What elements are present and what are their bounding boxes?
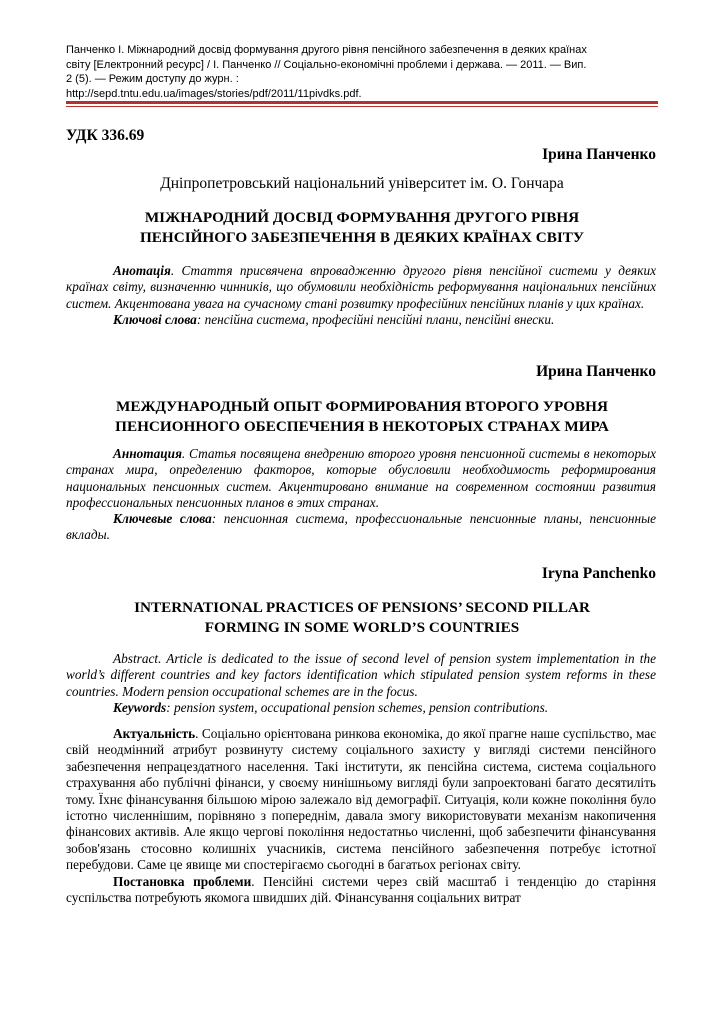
author-name-ua: Ірина Панченко	[542, 146, 656, 163]
citation-line: Панченко І. Міжнародний досвід формування другого рівня пенсійного забезпечення в деяких країнах	[66, 44, 587, 56]
title-line: МІЖНАРОДНИЙ ДОСВІД ФОРМУВАННЯ ДРУГОГО РІВНЯ	[144, 209, 580, 226]
section-label: Актуальність	[113, 726, 196, 741]
abstract-text: . Статья посвящена внедрению второго уровня пенсионной системы в некоторых странах мира, определению факторов, которые обусловили необходимость реформирования национальных пенсионных систем. Акцентировано внимание на современном состоянии развития профессиональных пенсионных планов в этих странах.	[66, 446, 656, 510]
abstract-text: . Стаття присвячена впровадженню другого рівня пенсійної системи у деяких країнах світу, визначенню чинників, що обумовили необхідність реформування національних пенсійних систем. Акцентована увага на сучасному стані розвитку професійних пенсійних планів у цих країнах.	[66, 263, 656, 311]
title-line: INTERNATIONAL PRACTICES OF PENSIONS’ SECOND PILLAR	[134, 599, 590, 616]
body-paragraph	[66, 874, 656, 907]
affiliation: Дніпропетровський національний університет ім. О. Гончара	[160, 175, 564, 192]
keywords-label: Keywords	[113, 699, 167, 715]
abstract-ua	[66, 263, 656, 328]
author-name-en: Iryna Panchenko	[541, 565, 656, 582]
title-line: FORMING IN SOME WORLD’S COUNTRIES	[204, 619, 520, 636]
keywords-label: Ключові слова	[113, 311, 197, 327]
title-line: ПЕНСИОННОГО ОБЕСПЕЧЕНИЯ В НЕКОТОРЫХ СТРАНАХ МИРА	[115, 418, 609, 435]
article-body	[66, 726, 656, 906]
citation-header	[66, 43, 658, 101]
keywords-label: Ключевые слова	[113, 511, 212, 527]
citation-line: 2 (5). — Режим доступу до журн. :	[66, 73, 239, 86]
abstract-text: . Article is dedicated to the issue of second level of pension system implementation in the world’s different countries and key factors identification which stipulated pension system reforms in these countries. Modern pension occupational schemes are in the focus.	[66, 651, 656, 699]
citation-line: світу [Електронний ресурс] / І. Панченко // Соціально-економічні проблеми і держава. — 2011. — Вип.	[66, 58, 587, 71]
abstract-en	[66, 651, 656, 716]
abstract-label: Аннотация	[113, 446, 182, 461]
paragraph-text: . Пенсійні системи через свій масштаб і тенденцію до старіння суспільства потребують якомога швидших дій. Фінансування соціальних витрат	[66, 873, 656, 906]
body-paragraph	[66, 726, 656, 874]
header-rule-thin	[66, 106, 658, 107]
udk-code: УДК 336.69	[66, 127, 145, 144]
paragraph-text: . Соціально орієнтована ринкова економіка, до якої прагне наше суспільство, має свій неодмінний атрибут розвинуту систему соціального захисту у вигляді системи пенсійного забезпечення непрацездатного населення. Такі інститути, як пенсійна система, система соціального страхування або публічні фінанси, у своєму нинішньому вигляді були запроектовані багато десятиліть тому. Їхнє фінансування більшою мірою залежало від демографії. Ситуація, коли кожне покоління було істотно численнішим, порівняно з попереднім, давала змогу використовувати механізм накопичення фінансових активів. Але якщо чергові покоління недостатньо численні, щоб забезпечити фінансування зобов'язань стосовно колишніх учасників, система пенсійного забезпечення потребує істотної перебудови. Саме це явище ми спостерігаємо сьогодні в багатьох регіонах світу.	[66, 726, 656, 873]
keywords-text: : pension system, occupational pension schemes, pension contributions.	[166, 699, 549, 715]
article-title-ru	[66, 397, 658, 437]
abstract-ru	[66, 446, 656, 544]
keywords-text: : пенсійна система, професійні пенсійні плани, пенсійні внески.	[196, 311, 555, 327]
section-label: Постановка проблеми	[113, 873, 252, 889]
citation-url: http://sepd.tntu.edu.ua/images/stories/pdf/2011/11pivdks.pdf.	[66, 87, 362, 100]
abstract-label: Анотація	[113, 263, 171, 278]
keywords-text: : пенсионная система, профессиональные пенсионные планы, пенсионные вклады.	[66, 511, 656, 543]
abstract-label: Abstract	[113, 651, 159, 666]
article-title-en	[66, 598, 658, 638]
title-line: МЕЖДУНАРОДНЫЙ ОПЫТ ФОРМИРОВАНИЯ ВТОРОГО УРОВНЯ	[116, 398, 608, 415]
article-title-ua	[66, 208, 658, 248]
header-rule-thick	[66, 101, 658, 104]
author-name-ru: Ирина Панченко	[536, 363, 656, 380]
title-line: ПЕНСІЙНОГО ЗАБЕЗПЕЧЕННЯ В ДЕЯКИХ КРАЇНАХ СВІТУ	[139, 229, 585, 246]
